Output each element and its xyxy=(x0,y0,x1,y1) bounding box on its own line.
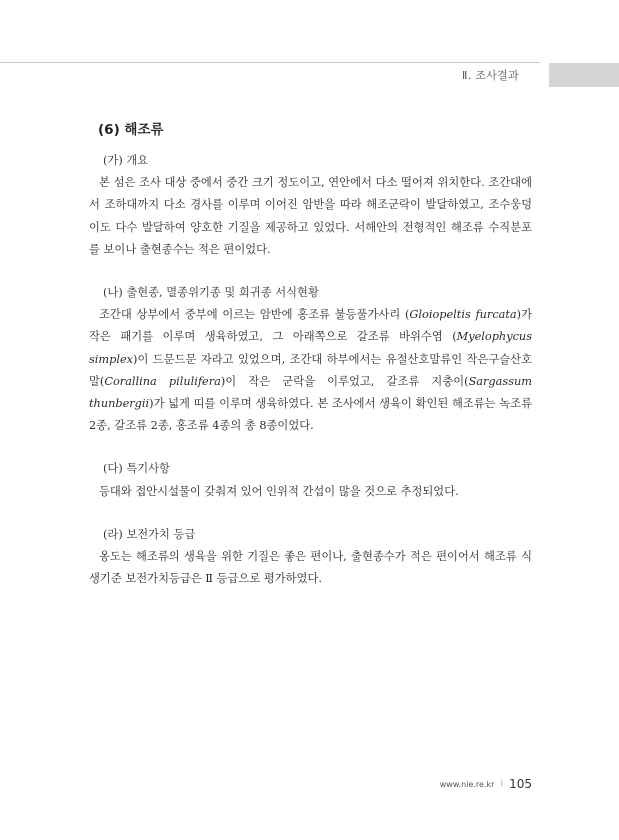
chapter-title: (6) 해조류 xyxy=(98,122,164,138)
species-name: Sargassum thunbergii xyxy=(89,374,532,411)
paragraph-text: )이 작은 군락을 이루었고, 갈조류 지충이( xyxy=(220,374,469,388)
body-text xyxy=(89,150,532,590)
subsection-heading: (다) 특기사항 xyxy=(103,462,170,476)
footer-url[interactable]: www.nie.re.kr xyxy=(439,779,495,789)
footer-separator: I xyxy=(500,779,504,789)
subsection-heading: (라) 보전가치 등급 xyxy=(103,527,196,541)
header-tab xyxy=(549,63,619,87)
species-name: Gloiopeltis furcata xyxy=(409,308,517,322)
paragraph xyxy=(89,304,532,437)
paragraph-text: 등대와 접안시설물이 갖춰져 있어 인위적 간섭이 많을 것으로 추정되었다. xyxy=(99,484,459,498)
species-name: Myelophycus simplex xyxy=(89,330,532,366)
subsection-heading: (나) 출현종, 멸종위기종 및 희귀종 서식현황 xyxy=(103,286,319,300)
paragraph-text: 옹도는 해조류의 생육을 위한 기질은 좋은 편이나, 출현종수가 적은 편이어서 해조류 식생기준 보전가치등급은 Ⅱ 등급으로 평가하였다. xyxy=(89,550,532,586)
paragraph-text: )이 드문드문 자라고 있었으며, 조간대 하부에서는 유절산호말류인 작은구슬산호말( xyxy=(89,352,532,388)
subsection-heading: (가) 개요 xyxy=(103,154,149,167)
page-footer xyxy=(440,777,532,791)
paragraph-text: )가 넓게 띠를 이루며 생육하였다. 본 조사에서 생육이 확인된 해조류는 녹조류 2종, 갈조류 2종, 홍조류 4종의 총 8종이었다. xyxy=(89,397,532,433)
paragraph-text: 본 섬은 조사 대상 중에서 중간 크기 정도이고, 연안에서 다소 떨어져 위치한다. 조간대에서 조하대까지 다소 경사를 이루며 이어진 암반을 따라 해조군락이 발달하였고, 조수웅덩이도 다수 발달하여 양호한 기질을 제공하고 있었다. 서해안의 전형적인 해조류 수직분포를 보이나 출현종수는 적은 편이었다. xyxy=(89,176,532,256)
paragraph-text: )가 작은 패기를 이루며 생육하였고, 그 아래쪽으로 갈조류 바위수염 ( xyxy=(89,308,532,344)
paragraph-text: 조간대 상부에서 중부에 이르는 암반에 홍조류 불등풀가사리 ( xyxy=(99,308,410,322)
paragraph xyxy=(89,481,532,503)
section-label: Ⅱ. 조사결과 xyxy=(461,69,519,82)
paragraph xyxy=(89,546,532,590)
header-rule xyxy=(0,62,540,63)
page-number: 105 xyxy=(509,777,532,791)
species-name: Corallina pilulifera xyxy=(104,374,221,388)
paragraph xyxy=(89,172,532,261)
